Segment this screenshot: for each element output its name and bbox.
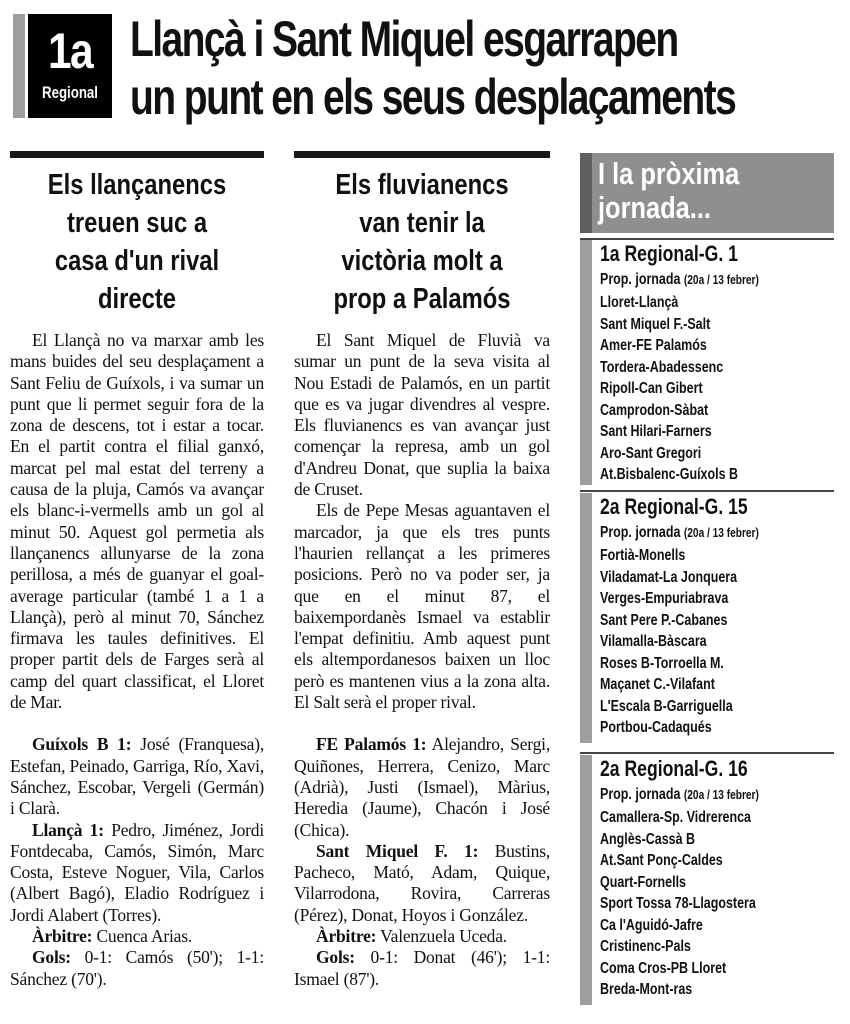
fixture-item: Ca l'Aguidó-Jafre [600,916,703,934]
next-round-label: Prop. jornada (20a / 13 febrer) [600,271,759,288]
next-round-label: Prop. jornada (20a / 13 febrer) [600,524,759,541]
fixture-item: Coma Cros-PB Lloret [600,959,727,977]
fixture-item: Quart-Fornells [600,873,686,891]
page-headline [130,10,736,126]
fixture-item: At.Sant Ponç-Caldes [600,852,723,869]
goals-line: Gols: 0-1: Camós (50'); 1-1: Sánchez (70'). [10,947,264,989]
fixture-item: Sant Pere P.-Cabanes [600,611,728,629]
fixture-item: At.Bisbalenc-Guíxols B [600,466,738,483]
fixture-item: Tordera-Abadessenc [600,358,724,376]
fixture-item: Sport Tossa 78-Llagostera [600,895,756,912]
fixture-item: Ripoll-Can Gibert [600,380,703,397]
fixture-item: Sant Miquel F.-Salt [600,315,711,333]
team2-lineup: Llançà 1: Pedro, Jiménez, Jordi Fontdecaba, Camós, Simón, Marc Costa, Esteve Noguer, Vila, Carlos (Albert Bagó), Eladio Rodríguez i Jordi Alabert (Torres). [10,819,265,925]
sidebar-separator [580,752,834,754]
middle-column-heading: Els fluvianencs van tenir la victòria molt a prop a Palamós [333,169,511,315]
group-accent-bar [580,493,592,743]
group-accent-bar [580,240,592,485]
team2-lineup: Sant Miquel F. 1: Bustins, Pacheco, Mató, Adam, Quique, Vilarrodona, Rovira, Carreras (Pérez), Donat, Hoyos i González. [294,840,550,925]
sidebar-title-box [580,153,834,233]
next-round-label: Prop. jornada (20a / 13 febrer) [600,786,759,803]
sidebar-title: I la pròxima jornada... [598,156,740,225]
fixture-item: Aro-Sant Gregori [600,444,702,462]
fixture-group-3 [580,755,834,1005]
referee-line: Àrbitre: Valenzuela Uceda. [316,926,507,947]
fixture-item: Maçanet C.-Vilafant [600,676,715,693]
fixture-item: Roses B-Torroella M. [600,654,724,672]
fixture-item: Breda-Mont-ras [600,981,693,998]
goals-line: Gols: 0-1: Donat (46'); 1-1: Ismael (87'). [294,947,550,989]
fixture-item: Camallera-Sp. Vidrerenca [600,809,751,826]
headline-line-1: Llançà i Sant Miquel esgarrapen [130,11,678,67]
group-title: 2a Regional-G. 16 [600,756,748,781]
fixture-group-1 [580,240,834,485]
fixture-item: L'Escala B-Garriguella [600,697,733,715]
middle-column-rule [294,151,550,158]
fixture-item: Lloret-Llançà [600,294,679,311]
fixture-item: Fortià-Monells [600,547,686,564]
referee-line: Àrbitre: Cuenca Arias. [32,926,193,947]
fixture-item: Camprodon-Sàbat [600,401,709,419]
header-accent-bar [13,14,25,118]
fixture-item: Amer-FE Palamós [600,337,707,354]
fixture-item: Sant Hilari-Farners [600,423,712,440]
fixture-item: Portbou-Cadaqués [600,719,712,736]
badge-label: Regional [41,83,98,102]
group-title: 2a Regional-G. 15 [600,494,748,519]
left-column-rule [10,151,264,158]
group-title: 1a Regional-G. 1 [600,241,738,266]
team1-lineup: FE Palamós 1: Alejandro, Sergi, Quiñones, Herrera, Cenizo, Marc (Adrià), Justi (Ismael), Màrius, Heredia (Jaume), Chacón i José (Chica). [294,734,550,840]
fixture-item: Verges-Empuriabrava [600,590,729,607]
team1-lineup: Guíxols B 1: José (Franquesa), Estefan, Peinado, Garriga, Río, Xavi, Sánchez, Escobar, Vergeli (Germán) i Clarà. [10,734,264,819]
sidebar-separator [580,490,834,492]
fixture-item: Viladamat-La Jonquera [600,568,738,586]
fixture-item: Vilamalla-Bàscara [600,633,707,650]
badge-number: 1a [48,23,92,79]
section-badge [28,14,112,118]
middle-column-article [294,330,550,990]
left-body-paragraph: El Llançà no va marxar amb les mans buides del seu desplaçament a Sant Feliu de Guíxols, i va sumar un punt que li permet seguir fora de la zona de descens, tot i estar a tocar. En el partit contra el filial ganxó, marcat pel mal estat del terreny a causa de la pluja, Camós va avançar els blanc-i-vermells amb un gol al minut 50. Aquest gol permetia als llançanencs allunyarse de la zona perillosa, a més de guanyar el goal-average particular (també 1 a 1 a Llançà), però al minut 70, Sánchez firmava les taules definitives. El proper partit dels de Farges serà al camp del quart classificat, el Lloret de Mar. [10,330,264,713]
fixture-item: Cristinenc-Pals [600,938,691,955]
group-accent-bar [580,755,592,1005]
middle-body-paragraph-1: El Sant Miquel de Fluvià va sumar un punt de la seva visita al Nou Estadi de Palamós, en un partit que es va jugar divendres al vespre. Els fluvianencs es van avançar just començar la represa, amb un gol d'Andreu Donat, que suplia la baixa de Cruset. [294,330,550,500]
sidebar-title-accent [580,153,592,233]
fixture-group-2 [580,493,834,743]
middle-body-paragraph-2: Els de Pepe Mesas aguantaven el marcador, ja que els tres punts l'haurien rellançat a les primeres posicions. Però no va poder ser, ja que en el minut 87, el baixempordanès Ismael va establir l'empat definitiu. Amb aquest punt els altempordanesos baixen un lloc però es mantenen vius a la zona alta. El Salt serà el proper rival. [294,500,550,713]
left-column-heading: Els llançanencs treuen suc a casa d'un rival directe [47,169,227,315]
fixture-item: Anglès-Cassà B [600,830,696,848]
left-column-article [10,330,264,990]
headline-line-2: un punt en els seus desplaçaments [130,69,736,125]
